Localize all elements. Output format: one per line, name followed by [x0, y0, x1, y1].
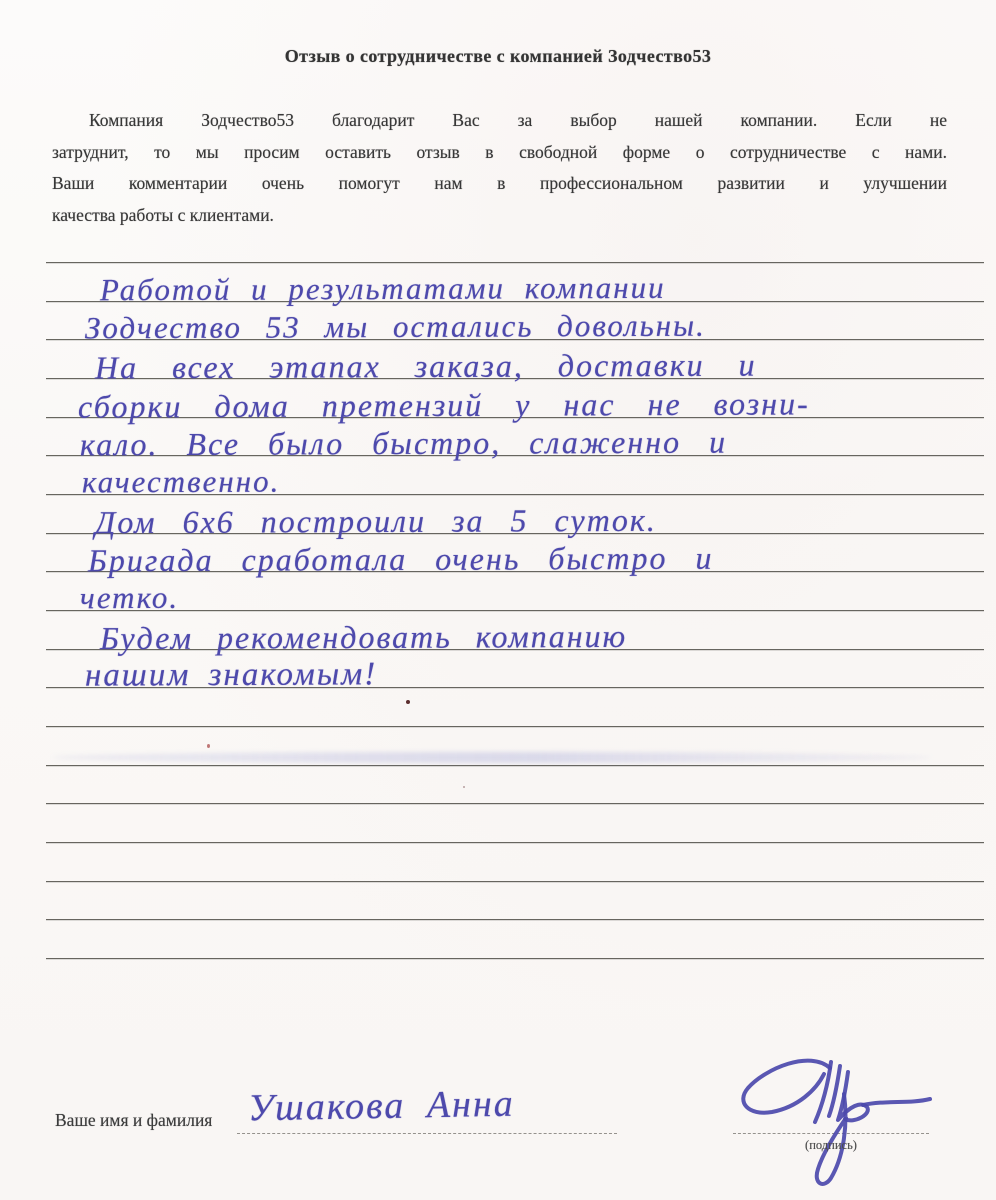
scan-speck	[463, 786, 465, 788]
handwritten-line: Будем рекомендовать компанию	[99, 617, 628, 657]
ruled-line	[46, 803, 984, 804]
intro-line: Ваши комментарии очень помогут нам в профессиональном развитии и улучшении	[52, 173, 947, 193]
name-field-value: Ушакова Анна	[247, 1082, 516, 1130]
ruled-line	[46, 726, 984, 727]
ink-smudge	[52, 752, 932, 763]
handwritten-line: На всех этапах заказа, доставки и	[94, 346, 757, 386]
handwritten-line: четко.	[79, 579, 180, 616]
intro-line: качества работы с клиентами.	[52, 204, 274, 225]
document-title: Отзыв о сотрудничестве с компанией Зодчество53	[284, 46, 712, 66]
handwritten-line: Работой и результатами компании	[99, 269, 666, 308]
scan-speck	[207, 744, 210, 748]
signature-scribble	[732, 1052, 938, 1192]
handwritten-line: Бригада сработала очень быстро и	[87, 539, 714, 579]
handwritten-line: кало. Все было быстро, слаженно и	[79, 423, 728, 463]
ruled-line	[46, 958, 984, 959]
handwritten-line: Дом 6х6 построили за 5 суток.	[94, 501, 657, 541]
handwritten-line: Зодчество 53 мы остались довольны.	[84, 307, 706, 346]
ruled-line	[46, 842, 984, 843]
ruled-line	[46, 262, 984, 263]
ruled-line	[46, 610, 984, 611]
ruled-line	[46, 765, 984, 766]
handwritten-line: качественно.	[81, 463, 281, 500]
ruled-line	[46, 881, 984, 882]
intro-line: затруднит, то мы просим оставить отзыв в свободной форме о сотрудничестве с нами.	[52, 141, 947, 162]
scan-speck	[406, 700, 410, 704]
intro-paragraph	[52, 105, 947, 231]
signature-caption: (подпись)	[805, 1138, 857, 1152]
handwritten-line: сборки дома претензий у нас не возни-	[77, 385, 810, 425]
intro-line: Компания Зодчество53 благодарит Вас за выбор нашей компании. Если не	[89, 110, 947, 130]
ruled-line	[46, 919, 984, 920]
name-field-label: Ваше имя и фамилия	[55, 1110, 213, 1130]
handwritten-line: нашим знакомым!	[84, 656, 378, 694]
